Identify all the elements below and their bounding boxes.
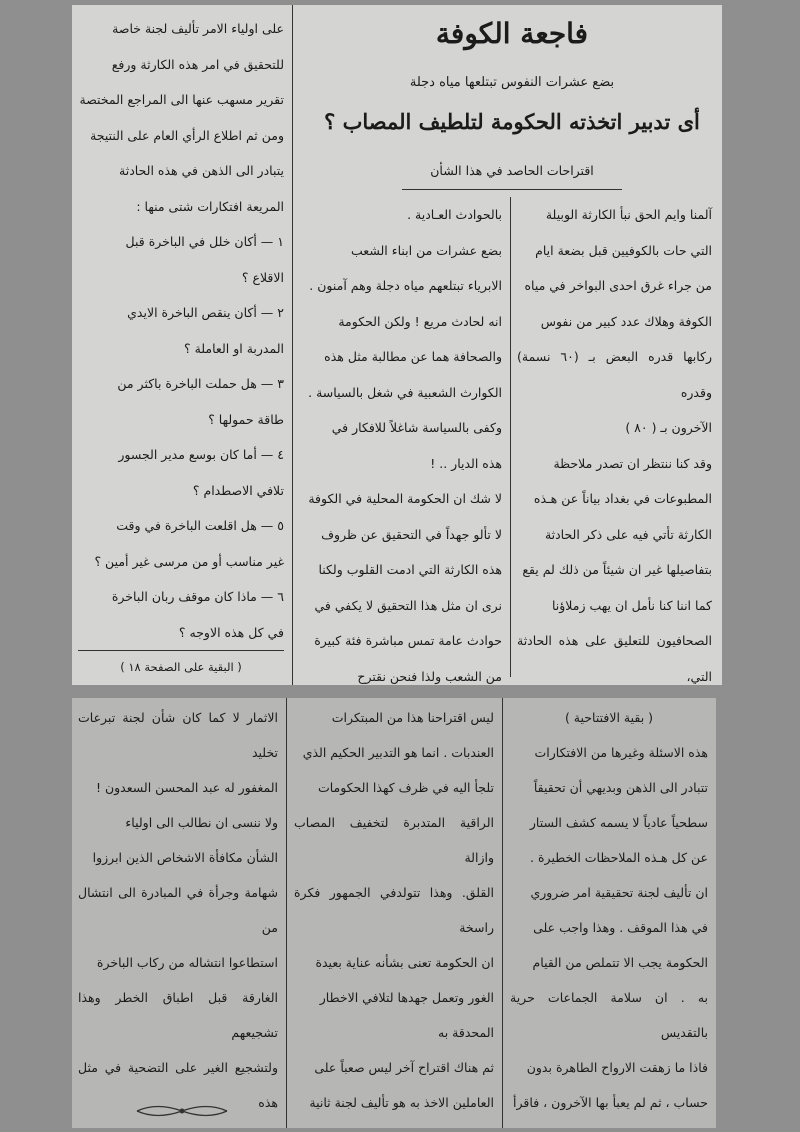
text-line: ثم هناك اقتراح آخر ليس صعباً على <box>314 1060 494 1075</box>
text-line: تقرير مسهب عنها الى المراجع المختصة <box>79 92 284 107</box>
text-line: الغور وتعمل جهدها لتلافي الاخطار <box>319 990 494 1005</box>
text-line: العاملين الاخذ به هو تأليف لجنة ثانية <box>309 1095 494 1110</box>
text-line: تلافي الاصطدام ؟ <box>192 482 284 498</box>
text-line: حساب ، ثم لم يعبأ بها الآخرون ، فاقرأ <box>513 1095 708 1110</box>
text-line: المغفور له عبد المحسن السعدون ! <box>95 780 278 795</box>
column-rule <box>292 5 293 685</box>
headline-underline <box>402 189 622 190</box>
text-line: لا تألو جهداً في التحقيق عن ظروف <box>321 526 502 542</box>
text-line: ومن ثم اطلاع الرأي العام على النتيجة <box>90 127 284 143</box>
headline-question: أى تدبير اتخذته الحكومة لتلطيف المصاب ؟ <box>324 109 700 134</box>
text-line: الآخرون بـ ( ٨٠ ) <box>625 420 712 435</box>
text-line: الصحافيون للتعليق على هذه الحادثة التي، <box>517 633 712 684</box>
text-line: ٦ — ماذا كان موقف ربان الباخرة <box>111 589 284 604</box>
text-line: من الشعب ولذا فنحن نقترح <box>357 668 502 684</box>
bottom-column-middle <box>294 700 494 1128</box>
top-column-right <box>517 197 712 685</box>
text-line: هذه الديار .. ! <box>430 455 502 471</box>
text-line: ٢ — أكان ينقص الباخرة الايدي <box>127 305 284 320</box>
note-rule <box>78 650 284 651</box>
text-line: ان الحكومة تعنى بشأنه عناية بعيدة <box>315 955 494 970</box>
text-line: فاذا ما زهقت الارواح الطاهرة بدون <box>526 1060 708 1075</box>
text-line: نرى ان مثل هذا التحقيق لا يكفي في <box>314 597 502 613</box>
top-column-middle <box>300 197 502 685</box>
column-rule <box>502 698 503 1128</box>
top-clipping <box>72 5 722 685</box>
text-line: الغارقة قبل اطباق الخطر وهذا تشجيعهم <box>78 990 278 1040</box>
text-line: المدربة او العاملة ؟ <box>183 340 284 356</box>
headline-deck: بضع عشرات النفوس تبتلعها مياه دجلة <box>409 75 615 90</box>
headline-title: فاجعة الكوفة <box>435 17 589 50</box>
text-line: سطحياً عادياً لا يسمه كشف الستار <box>529 815 708 830</box>
text-line: ولتشجيع الغير على التضحية في مثل هذه <box>78 1060 278 1110</box>
text-line: حوادث عامة تمس مباشرة فئة كبيرة <box>314 633 502 648</box>
text-line: في كل هذه الاوجه ؟ <box>178 624 284 640</box>
text-line: هذه الكارثة التي ادمت القلوب ولكنا <box>318 562 502 577</box>
continued-note: ( البقية على الصفحة ١٨ ) <box>120 660 242 674</box>
text-line: بضع عشرات من ابناء الشعب <box>351 242 502 258</box>
text-line: المحدقة به <box>438 1025 494 1040</box>
text-line: التي حات بالكوفيين قبل بضعة ايام <box>535 242 712 258</box>
text-line: ٤ — أما كان بوسع مدير الجسور <box>118 447 284 462</box>
text-line: في هذا الموقف . وهذا واجب على <box>533 920 708 935</box>
text-line: وكفى بالسياسة شاغلاً للافكار في <box>331 420 502 435</box>
text-line: العندبات . انما هو التدبير الحكيم الذي <box>302 745 494 760</box>
text-line <box>294 1120 494 1128</box>
text-line: كما اننا كنا نأمل ان يهب زملاؤنا <box>551 597 712 613</box>
text-line: هذه الاسئلة وغيرها من الافتكارات <box>534 745 708 760</box>
text-line: الكوفة وهلاك عدد كبير من نفوس <box>540 313 712 329</box>
top-column-left <box>78 11 284 685</box>
text-line: الراقية المتدبرة لتخفيف المصاب وازالة <box>294 815 494 865</box>
text-line: بتفاصيلها غير ان شيئاً من ذلك لم يقع <box>522 562 712 577</box>
text-line: الكارثة تأتي فيه على ذكر الحادثة <box>544 526 712 542</box>
text-line: الكوارث الشعبية في شغل بالسياسة . <box>308 384 502 400</box>
text-line: للتحقيق في امر هذه الكارثة ورفع <box>111 56 284 72</box>
text-line: عن كل هـذه الملاحظات الخطيرة . <box>530 850 708 865</box>
text-line: ليس اقتراحنا هذا من المبتكرات <box>331 710 494 725</box>
text-line: استطاعوا انتشاله من ركاب الباخرة <box>96 955 278 970</box>
text-line: بالحوادث العـادية . <box>407 207 502 222</box>
text-line: تلجأ اليه في ظرف كهذا الحكومات <box>317 780 494 795</box>
headline-subheading: اقتراحات الحاصد في هذا الشأن <box>430 163 594 178</box>
text-line: آلمنا وايم الحق نبأ الكارثة الوبيلة <box>545 207 712 222</box>
text-line: انه لحادث مريع ! ولكن الحكومة <box>338 313 502 329</box>
text-line: من جراء غرق احدى البواخر في مياه <box>524 278 712 293</box>
text-line: يتبادر الى الذهن في هذه الحادثة <box>119 163 284 178</box>
text-line: ٣ — هل حملت الباخرة باكثر من <box>117 376 284 391</box>
column-rule <box>510 197 511 677</box>
text-line: تتبادر الى الذهن وبديهي أن تحقيقاً <box>533 780 708 795</box>
text-line: طاقة حمولها ؟ <box>208 411 284 427</box>
text-line: لا شك ان الحكومة المحلية في الكوفة <box>308 491 502 506</box>
text-line: المطبوعات في بغداد بياناً عن هـذه <box>533 491 712 506</box>
continuation-heading: ( بقية الافتتاحية ) <box>564 710 654 725</box>
text-line: الاثمار لا كما كان شأن لجنة تبرعات تخليد <box>78 710 278 760</box>
bottom-clipping <box>72 698 716 1128</box>
text-line: الابرياء تبتلعهم مياه دجلة وهم آمنون . <box>309 278 502 293</box>
text-line: الاقلاع ؟ <box>241 269 284 285</box>
bottom-column-right <box>510 700 708 1128</box>
text-line: ركابها قدره البعض بـ (٦٠ نسمة) وقدره <box>517 349 712 400</box>
text-line: القلق. وهذا تتولدفي الجمهور فكرة راسخة <box>294 885 494 935</box>
column-rule <box>286 698 287 1128</box>
text-line: وقد كنا ننتظر ان تصدر ملاحظة <box>553 455 712 471</box>
text-line: الحكومة يجب الا تتملص من القيام <box>532 955 708 970</box>
text-line: الشأن مكافأة الاشخاص الذين ابرزوا <box>92 850 278 865</box>
text-line <box>510 1120 708 1128</box>
text-line: ولا ننسى ان نطالب الى اولياء <box>125 815 278 830</box>
bottom-column-left <box>78 700 278 1128</box>
text-line: به . ان سلامة الجماعات حرية بالتقديس <box>510 990 708 1040</box>
text-line: ١ — أكان خلل في الباخرة قبل <box>125 234 284 249</box>
text-line: على اولياء الامر تأليف لجنة خاصة <box>112 21 284 36</box>
ornament-icon <box>132 1100 232 1122</box>
text-line: ان تأليف لجنة تحقيقية امر ضروري <box>530 885 708 900</box>
text-line: المريعة افتكارات شتى منها : <box>136 198 284 214</box>
text-line: والصحافة هما عن مطالبة مثل هذه <box>324 349 502 364</box>
text-line: غير مناسب أو من مرسى غير أمين ؟ <box>94 553 284 569</box>
text-line: ٥ — هل اقلعت الباخرة في وقت <box>116 518 284 533</box>
text-line: شهامة وجرأة في المبادرة الى انتشال من <box>78 885 278 935</box>
